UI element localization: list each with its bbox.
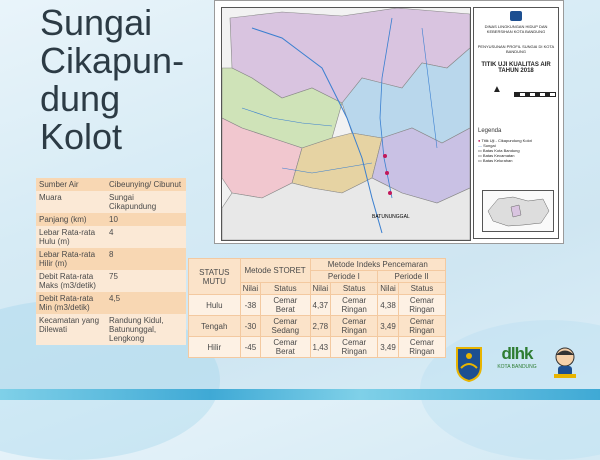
- col-nilai: Nilai: [378, 283, 399, 295]
- legend-label: Sungai: [483, 143, 496, 148]
- cell-status: Cemar Berat: [261, 295, 310, 316]
- cell-location: Tengah: [189, 316, 241, 337]
- col-periode-2: Periode II: [378, 271, 446, 283]
- cell-status: Cemar Berat: [261, 337, 310, 358]
- cell-value: 4,37: [310, 295, 331, 316]
- cell-value: -38: [240, 295, 261, 316]
- col-nilai: Nilai: [240, 283, 261, 295]
- cell-status: Cemar Ringan: [398, 316, 445, 337]
- cell-status: Cemar Ringan: [331, 295, 378, 316]
- cell-status: Cemar Sedang: [261, 316, 310, 337]
- legend-list: [478, 138, 532, 163]
- info-key: Kecamatan yang Dilewati: [36, 314, 106, 345]
- title-line: dung: [40, 78, 121, 119]
- cell-status: Cemar Ringan: [331, 316, 378, 337]
- info-key: Lebar Rata-rata Hilir (m): [36, 248, 106, 270]
- col-nilai: Nilai: [310, 283, 331, 295]
- footer-bar: [0, 389, 600, 400]
- info-value: 10: [106, 213, 186, 226]
- legend-label: Batas Kota Bandung: [482, 148, 520, 153]
- title-line: Sungai: [40, 2, 153, 43]
- title-line: Kolot: [40, 116, 123, 157]
- legend-label: Batas Kelurahan: [482, 158, 513, 163]
- legend-item: — Sungai: [478, 143, 496, 148]
- logo-text: dlhk: [501, 344, 533, 363]
- info-row: [36, 191, 186, 213]
- info-row: [36, 270, 186, 292]
- col-status-mutu: STATUS MUTU: [189, 259, 241, 295]
- col-periode-1: Periode I: [310, 271, 378, 283]
- cell-status: Cemar Ringan: [331, 337, 378, 358]
- cell-value: 4,38: [378, 295, 399, 316]
- info-row: [36, 292, 186, 314]
- legend-item: ▭ Batas Kelurahan: [478, 158, 513, 163]
- info-row: [36, 248, 186, 270]
- info-key: Lebar Rata-rata Hulu (m): [36, 226, 106, 248]
- legend-label: Batas Kecamatan: [482, 153, 515, 158]
- info-value: Sungai Cikapundung: [106, 191, 186, 213]
- cell-location: Hulu: [189, 295, 241, 316]
- city-emblem-logo: [455, 346, 483, 382]
- agency-logo: [510, 11, 522, 21]
- agency-name: DINAS LINGKUNGAN HIDUP DAN KEBERSIHAN KOTA BANDUNG: [484, 24, 548, 34]
- title-line: Cikapun-: [40, 40, 185, 81]
- mascot-avatar: [552, 346, 578, 378]
- legend-label: Titik Uji - Cikapundung Kolot: [481, 138, 532, 143]
- col-storet: Metode STORET: [240, 259, 310, 283]
- legend-item: ▭ Batas Kota Bandung: [478, 148, 520, 153]
- map-title: TITIK UJI KUALITAS AIR TAHUN 2018: [481, 62, 551, 74]
- info-value: 4: [106, 226, 186, 248]
- cell-value: 2,78: [310, 316, 331, 337]
- info-row: [36, 213, 186, 226]
- info-key: Panjang (km): [36, 213, 106, 226]
- cell-location: Hilir: [189, 337, 241, 358]
- info-value: Randung Kidul, Batununggal, Lengkong: [106, 314, 186, 345]
- legend-title: Legenda: [478, 128, 502, 134]
- legend-item: ● Titik Uji - Cikapundung Kolot: [478, 138, 532, 143]
- logo-subtext: KOTA BANDUNG: [497, 364, 537, 370]
- info-key: Debit Rata-rata Maks (m3/detik): [36, 270, 106, 292]
- inset-map: [482, 190, 554, 232]
- col-indeks: Metode Indeks Pencemaran: [310, 259, 445, 271]
- col-status: Status: [331, 283, 378, 295]
- legend-item: ▭ Batas Kecamatan: [478, 153, 515, 158]
- map-drawing: [222, 8, 470, 240]
- cell-value: -45: [240, 337, 261, 358]
- scale-bar: [514, 92, 556, 97]
- header-row: [189, 259, 446, 271]
- cell-status: Cemar Ringan: [398, 337, 445, 358]
- info-value: Cibeunying/ Cibunut: [106, 178, 186, 191]
- page-title: [40, 4, 210, 156]
- info-key: Muara: [36, 191, 106, 213]
- info-row: [36, 178, 186, 191]
- table-row: [189, 337, 446, 358]
- info-row: [36, 226, 186, 248]
- table-row: [189, 295, 446, 316]
- info-value: 8: [106, 248, 186, 270]
- district-label: BATUNUNGGAL: [372, 214, 410, 220]
- pollution-status-table: [188, 258, 446, 358]
- cell-value: 3,49: [378, 337, 399, 358]
- river-info-table: [36, 178, 186, 345]
- table-row: [189, 316, 446, 337]
- info-row: [36, 314, 186, 345]
- col-status: Status: [398, 283, 445, 295]
- north-arrow-icon: ▲: [492, 84, 502, 95]
- cell-value: -30: [240, 316, 261, 337]
- map-info-panel: [473, 7, 559, 239]
- info-value: 75: [106, 270, 186, 292]
- cell-status: Cemar Ringan: [398, 295, 445, 316]
- info-key: Sumber Air: [36, 178, 106, 191]
- project-name: PENYUSUNAN PROFIL SUNGAI DI KOTA BANDUNG: [477, 44, 555, 54]
- info-key: Debit Rata-rata Min (m3/detik): [36, 292, 106, 314]
- water-quality-map: [214, 0, 564, 244]
- dlhk-logo: [492, 344, 542, 370]
- info-value: 4,5: [106, 292, 186, 314]
- cell-value: 1,43: [310, 337, 331, 358]
- cell-value: 3,49: [378, 316, 399, 337]
- map-frame: [221, 7, 471, 241]
- col-status: Status: [261, 283, 310, 295]
